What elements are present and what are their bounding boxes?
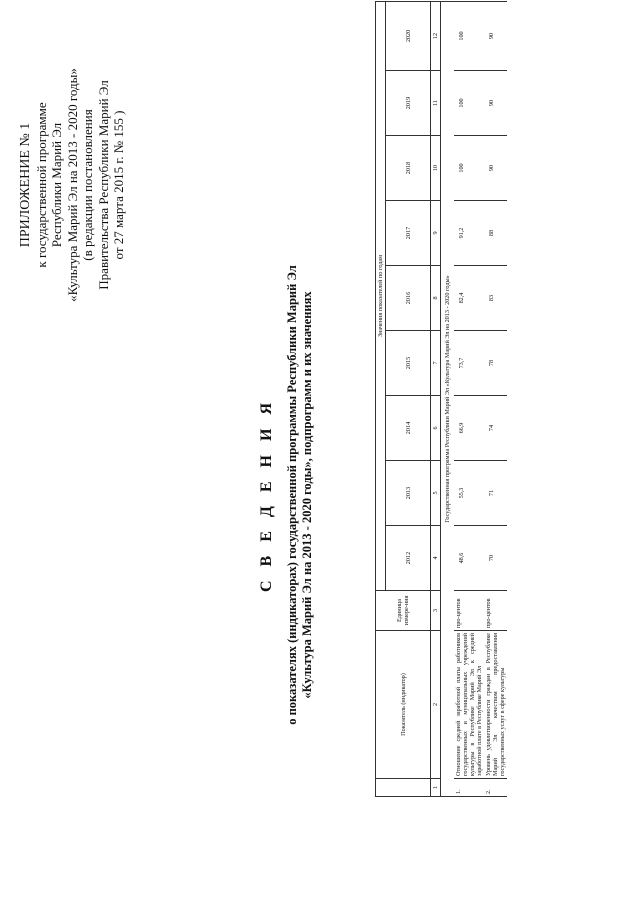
header-unit: Единица измере-ния — [376, 591, 431, 631]
page-title: С В Е Д Е Н И Я — [258, 397, 275, 593]
appendix-block — [18, 20, 127, 350]
appendix-line: «Культура Марий Эл на 2013 - 2020 годы» — [64, 68, 80, 302]
row-value: 91,2 — [454, 201, 484, 266]
program-name: Государственная программа Республики Марий Эл «Культура Марий Эл на 2013 - 2020 годы» — [441, 1, 455, 796]
row-value: 73,7 — [454, 331, 484, 396]
header-indicator: Показатель (индикатор) — [376, 631, 431, 779]
header-year: 2017 — [386, 201, 431, 266]
appendix-line: к государственной программе — [33, 102, 49, 268]
row-value: 70 — [484, 526, 507, 591]
row-value: 74 — [484, 396, 507, 461]
column-number: 9 — [431, 201, 441, 266]
header-num — [376, 779, 431, 797]
indicators-table — [375, 1, 507, 797]
row-value: 78 — [484, 331, 507, 396]
header-year: 2020 — [386, 1, 431, 70]
appendix-line: Республики Марий Эл — [49, 122, 64, 248]
header-year: 2018 — [386, 136, 431, 201]
row-value: 82,4 — [454, 266, 484, 331]
row-indicator: Уровень удовлетворенности граждан в Республике Марий Эл качеством предоставления государственных услуг в сфере культуры — [484, 631, 507, 779]
row-value: 90 — [484, 136, 507, 201]
subtitle-line: «Культура Марий Эл на 2013 - 2020 годы», подпрограмм и их значениях — [300, 291, 314, 699]
row-value: 83 — [484, 266, 507, 331]
column-number: 10 — [431, 136, 441, 201]
row-value: 71 — [484, 461, 507, 526]
header-year: 2016 — [386, 266, 431, 331]
column-number: 6 — [431, 396, 441, 461]
appendix-number: ПРИЛОЖЕНИЕ № 1 — [18, 122, 33, 248]
row-value: 90 — [484, 71, 507, 136]
row-indicator: Отношение средней заработной платы работников государственных и муниципальных учреждений культуры в Республике Марий Эл к средней заработной плате в Республике Марий Эл — [454, 631, 484, 779]
row-value: 55,3 — [454, 461, 484, 526]
column-number: 7 — [431, 331, 441, 396]
header-year: 2019 — [386, 71, 431, 136]
column-number: 2 — [431, 631, 441, 779]
column-number: 8 — [431, 266, 441, 331]
column-number: 4 — [431, 526, 441, 591]
row-value: 88 — [484, 201, 507, 266]
subtitle-line: о показателях (индикаторах) государственной программы Республики Марий Эл — [285, 265, 299, 725]
header-row — [376, 1, 386, 796]
row-number: 1. — [454, 779, 484, 797]
header-year: 2013 — [386, 461, 431, 526]
row-value: 100 — [454, 1, 484, 70]
appendix-line: от 27 марта 2015 г. № 155 ) — [111, 110, 126, 260]
row-unit: про-центов — [454, 591, 484, 631]
row-number: 2. — [484, 779, 507, 797]
column-numbers-row — [431, 1, 441, 796]
row-value: 100 — [454, 136, 484, 201]
header-year: 2012 — [386, 526, 431, 591]
column-number: 1 — [431, 779, 441, 797]
header-year: 2014 — [386, 396, 431, 461]
column-number: 3 — [431, 591, 441, 631]
row-value: 48,6 — [454, 526, 484, 591]
program-row — [441, 1, 455, 796]
appendix-line: Правительства Республики Марий Эл — [95, 80, 111, 290]
header-values-group: Значения показателей по годам — [376, 1, 386, 590]
row-value: 90 — [484, 1, 507, 70]
row-value: 100 — [454, 71, 484, 136]
column-number: 11 — [431, 71, 441, 136]
row-unit: про-центов — [484, 591, 507, 631]
row-value: 66,9 — [454, 396, 484, 461]
header-year: 2015 — [386, 331, 431, 396]
table-row — [484, 1, 507, 796]
column-number: 12 — [431, 1, 441, 70]
table-row — [454, 1, 484, 796]
appendix-line: (в редакции постановления — [80, 109, 95, 261]
title-block — [258, 185, 315, 805]
column-number: 5 — [431, 461, 441, 526]
